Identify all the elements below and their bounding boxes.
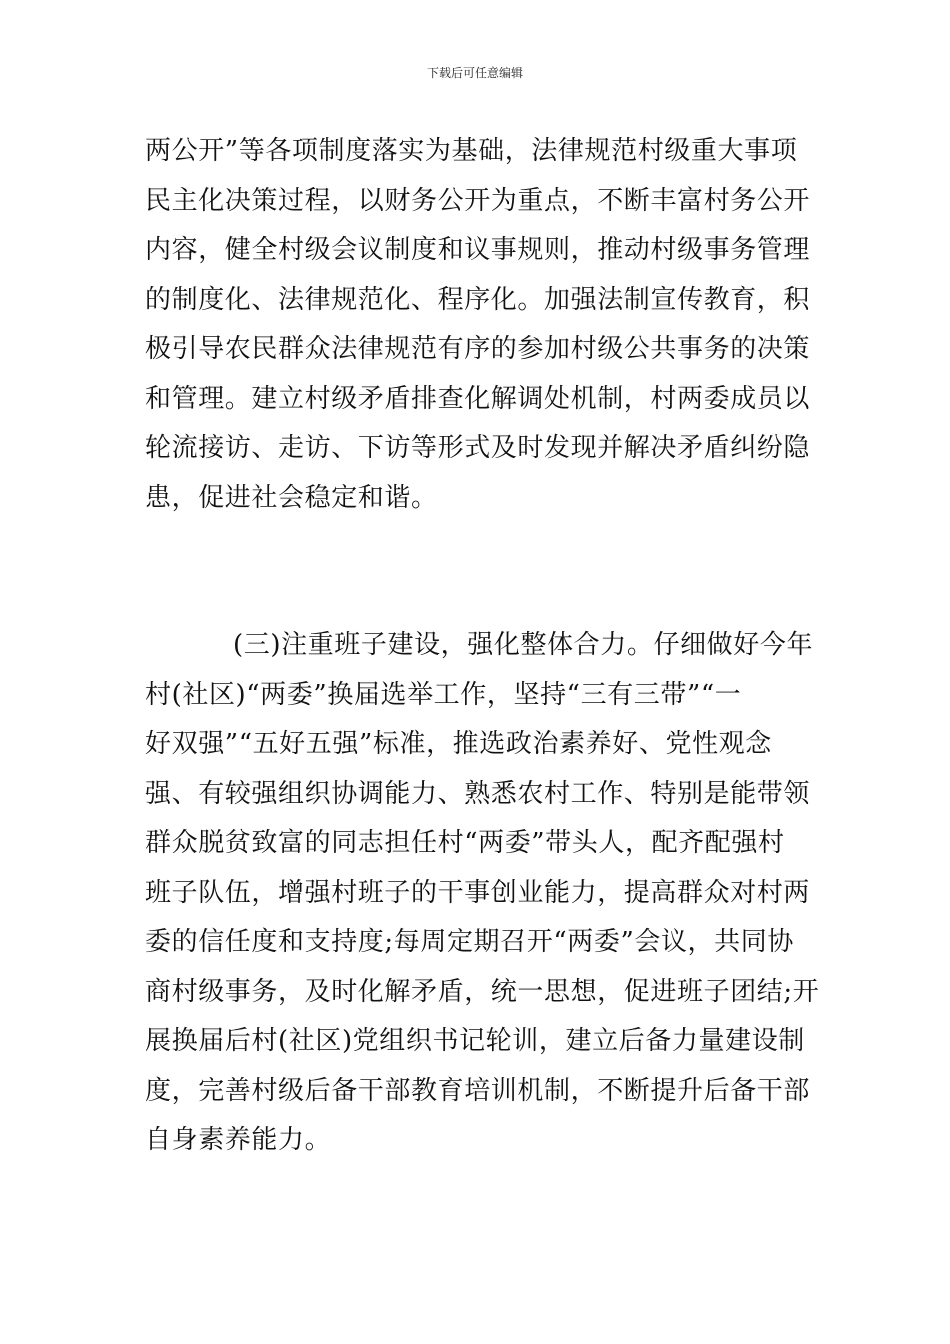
- text-line: 两公开”等各项制度落实为基础，法律规范村级重大事项: [145, 136, 798, 166]
- text-line: 患，促进社会稳定和谐。: [145, 482, 438, 513]
- text-line: 村(社区)“两委”换届选举工作，坚持“三有三带”“一: [145, 679, 742, 710]
- text-line: 商村级事务，及时化解矛盾，统一思想，促进班子团结;开: [145, 976, 820, 1007]
- text-line: 群众脱贫致富的同志担任村“两委”带头人，配齐配强村: [145, 828, 785, 858]
- text-line: 内容，健全村级会议制度和议事规则，推动村级事务管理: [145, 235, 811, 265]
- text-line: 展换届后村(社区)党组织书记轮训，建立后备力量建设制: [145, 1026, 805, 1056]
- text-line: 和管理。建立村级矛盾排查化解调处机制，村两委成员以: [145, 383, 811, 414]
- text-line: 强、有较强组织协调能力、熟悉农村工作、特别是能带领: [145, 778, 811, 809]
- text-line: 委的信任度和支持度;每周定期召开“两委”会议，共同协: [145, 927, 794, 957]
- text-line: 度，完善村级后备干部教育培训机制，不断提升后备干部: [145, 1075, 811, 1106]
- text-line: 民主化决策过程，以财务公开为重点，不断丰富村务公开: [145, 185, 811, 216]
- page-header: 下载后可任意编辑: [426, 66, 523, 80]
- text-line: 极引导农民群众法律规范有序的参加村级公共事务的决策: [145, 334, 811, 364]
- text-line: 班子队伍，增强村班子的干事创业能力，提高群众对村两: [145, 877, 811, 908]
- paragraph-2: [145, 621, 820, 1166]
- text-line: 自身素养能力。: [145, 1125, 332, 1155]
- text-line: 轮流接访、走访、下访等形式及时发现并解决矛盾纠纷隐: [145, 433, 811, 463]
- text-line: 的制度化、法律规范化、程序化。加强法制宣传教育，积: [145, 284, 811, 315]
- paragraph-1: [145, 127, 811, 523]
- text-line: 好双强”“五好五强”标准，推选政治素养好、党性观念: [145, 729, 772, 759]
- text-line: (三)注重班子建设，强化整体合力。仔细做好今年: [233, 630, 814, 660]
